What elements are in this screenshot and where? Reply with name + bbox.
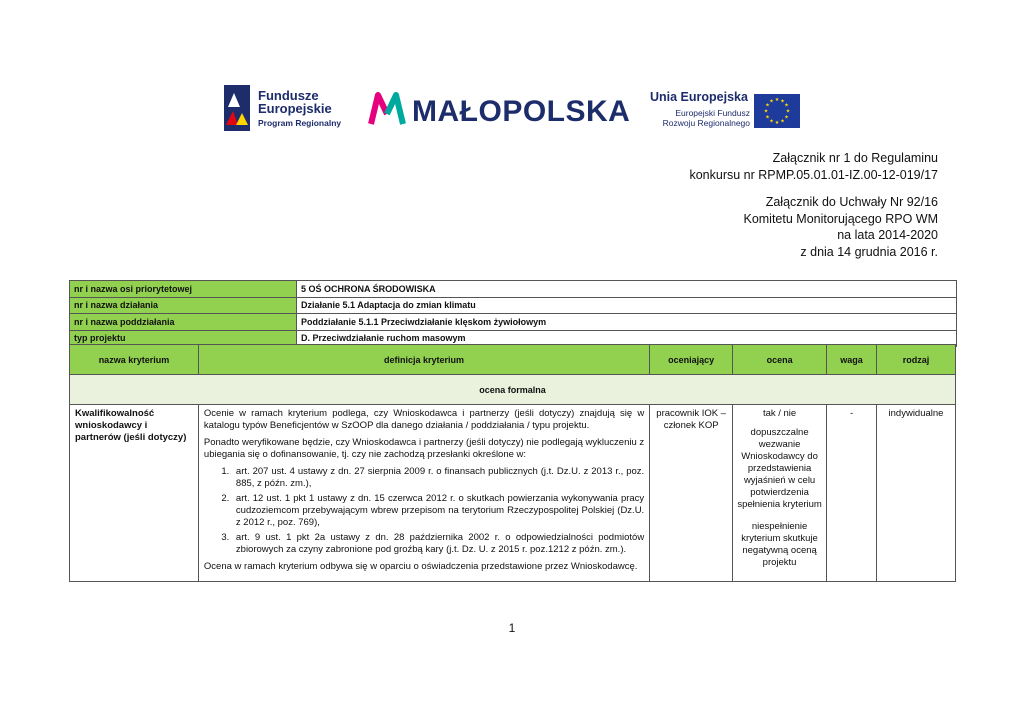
info-key: nr i nazwa poddziałania (70, 314, 297, 331)
info-key: typ projektu (70, 330, 297, 347)
info-value: 5 OŚ OCHRONA ŚRODOWISKA (297, 281, 957, 298)
attachment-line: z dnia 14 grudnia 2016 r. (800, 244, 938, 259)
info-key: nr i nazwa działania (70, 297, 297, 314)
fe-logo-line3: Program Regionalny (258, 118, 342, 128)
column-header: ocena (733, 345, 827, 375)
svg-text:★: ★ (765, 102, 770, 109)
attachment-line: Załącznik do Uchwały Nr 92/16 (765, 195, 938, 209)
definition-list-item: 3. art. 9 ust. 1 pkt 2a ustawy z dn. 28 października 2002 r. o odpowiedzialności podmiotów zbiorowych za czyny zabronione pod groźbą kary (j.t. Dz. U. z 2015 r. poz.1212 z późn. zm.). (232, 532, 644, 556)
svg-text:★: ★ (780, 98, 785, 105)
info-row (70, 297, 957, 314)
column-header: rodzaj (877, 345, 956, 375)
page-number: 1 (508, 621, 516, 635)
column-header: nazwa kryterium (70, 345, 199, 375)
malopolska-m-icon (368, 92, 406, 126)
definition-paragraph: Ocenie w ramach kryterium podlega, czy Wnioskodawca i partnerzy (jeśli dotyczy) znajdują się w katalogu typów Beneficjentów w SzOOP dla danego działania / poddziałania / typu projektu. (203, 408, 645, 431)
ue-logo-line2: Europejski Fundusz (675, 108, 750, 118)
attachment-line: konkursu nr RPMP.05.01.01-IZ.00-12-019/17 (689, 167, 938, 182)
criteria-header-row (70, 345, 956, 375)
definition-paragraph: Ocena w ramach kryterium odbywa się w oparciu o oświadczenia przedstawione przez Wnioskodawcę. (203, 561, 638, 572)
criterion-definition (198, 405, 649, 582)
criterion-assessment (733, 405, 827, 582)
svg-text:★: ★ (780, 118, 785, 125)
attachment-line: na lata 2014-2020 (837, 228, 938, 242)
logo-bar (224, 82, 798, 134)
criterion-name: Kwalifikowalność wnioskodawcy i partnerów (jeśli dotyczy) (70, 405, 199, 582)
unia-europejska-logo (650, 88, 800, 134)
malopolska-logo (368, 86, 631, 132)
attachment-regulation (689, 150, 938, 183)
attachment-resolution (743, 194, 938, 260)
attachment-line: Komitetu Monitorującego RPO WM (743, 211, 938, 226)
svg-text:★: ★ (769, 118, 774, 125)
info-key: nr i nazwa osi priorytetowej (70, 281, 297, 298)
info-value: D. Przeciwdziałanie ruchom masowym (297, 330, 957, 347)
fe-logo-line1: Fundusze (258, 88, 319, 103)
svg-text:★: ★ (774, 120, 780, 126)
criterion-row (70, 405, 956, 582)
criterion-evaluator: pracownik IOK – członek KOP (650, 405, 733, 582)
fe-logo-line2: Europejskie (258, 101, 332, 116)
fe-logo-icon (224, 85, 250, 131)
fundusze-europejskie-logo (224, 85, 364, 131)
svg-text:★: ★ (765, 114, 770, 121)
assessment-note: niespełnienie kryterium skutkuje negatywną oceną projektu (741, 521, 818, 568)
svg-text:★: ★ (785, 108, 791, 115)
criterion-type: indywidualne (877, 405, 956, 582)
column-header: definicja kryterium (198, 345, 649, 375)
svg-text:★: ★ (769, 98, 774, 105)
definition-list-item: 2. art. 12 ust. 1 pkt 1 ustawy z dn. 15 czerwca 2012 r. o skutkach powierzania wykonywania pracy cudzoziemcom przebywającym wbrew przepisom na terytorium Rzeczypospolitej Polskiej (Dz.U. z 2012 r., poz. 769), (232, 493, 644, 529)
criteria-table (69, 344, 956, 582)
section-title: ocena formalna (70, 375, 956, 405)
ue-logo-line3: Rozwoju Regionalnego (662, 118, 750, 128)
info-value: Poddziałanie 5.1.1 Przeciwdziałanie klęskom żywiołowym (297, 314, 957, 331)
column-header: oceniający (650, 345, 733, 375)
info-value: Działanie 5.1 Adaptacja do zmian klimatu (297, 297, 957, 314)
definition-list-item: 1. art. 207 ust. 4 ustawy z dn. 27 sierpnia 2009 r. o finansach publicznych (j.t. Dz.U. z 2013 r., poz. 885, z późn. zm.), (232, 466, 644, 490)
eu-flag-icon (754, 94, 800, 128)
assessment-value: tak / nie (762, 408, 797, 419)
svg-text:★: ★ (784, 114, 789, 121)
definition-list (204, 466, 644, 556)
info-row (70, 281, 957, 298)
definition-paragraph: Ponadto weryfikowane będzie, czy Wnioskodawca i partnerzy (jeśli dotyczy) nie podlegają wykluczeniu z ubiegania się o dofinansowanie, tj. czy nie zachodzą przesłanki określone w: (203, 437, 645, 460)
project-info-table (69, 280, 957, 347)
svg-text:★: ★ (784, 102, 789, 109)
malopolska-wordmark: MAŁOPOLSKA (412, 95, 631, 128)
section-row (70, 375, 956, 405)
criterion-weight: - (827, 405, 877, 582)
column-header: waga (827, 345, 877, 375)
svg-text:★: ★ (763, 108, 769, 115)
info-row (70, 314, 957, 331)
svg-text:★: ★ (774, 97, 780, 103)
ue-logo-line1: Unia Europejska (650, 90, 748, 104)
assessment-note: dopuszczalne wezwanie Wnioskodawcy do przedstawienia wyjaśnień w celu potwierdzenia spełnienia kryterium (737, 427, 822, 510)
attachment-line: Załącznik nr 1 do Regulaminu (772, 151, 938, 165)
